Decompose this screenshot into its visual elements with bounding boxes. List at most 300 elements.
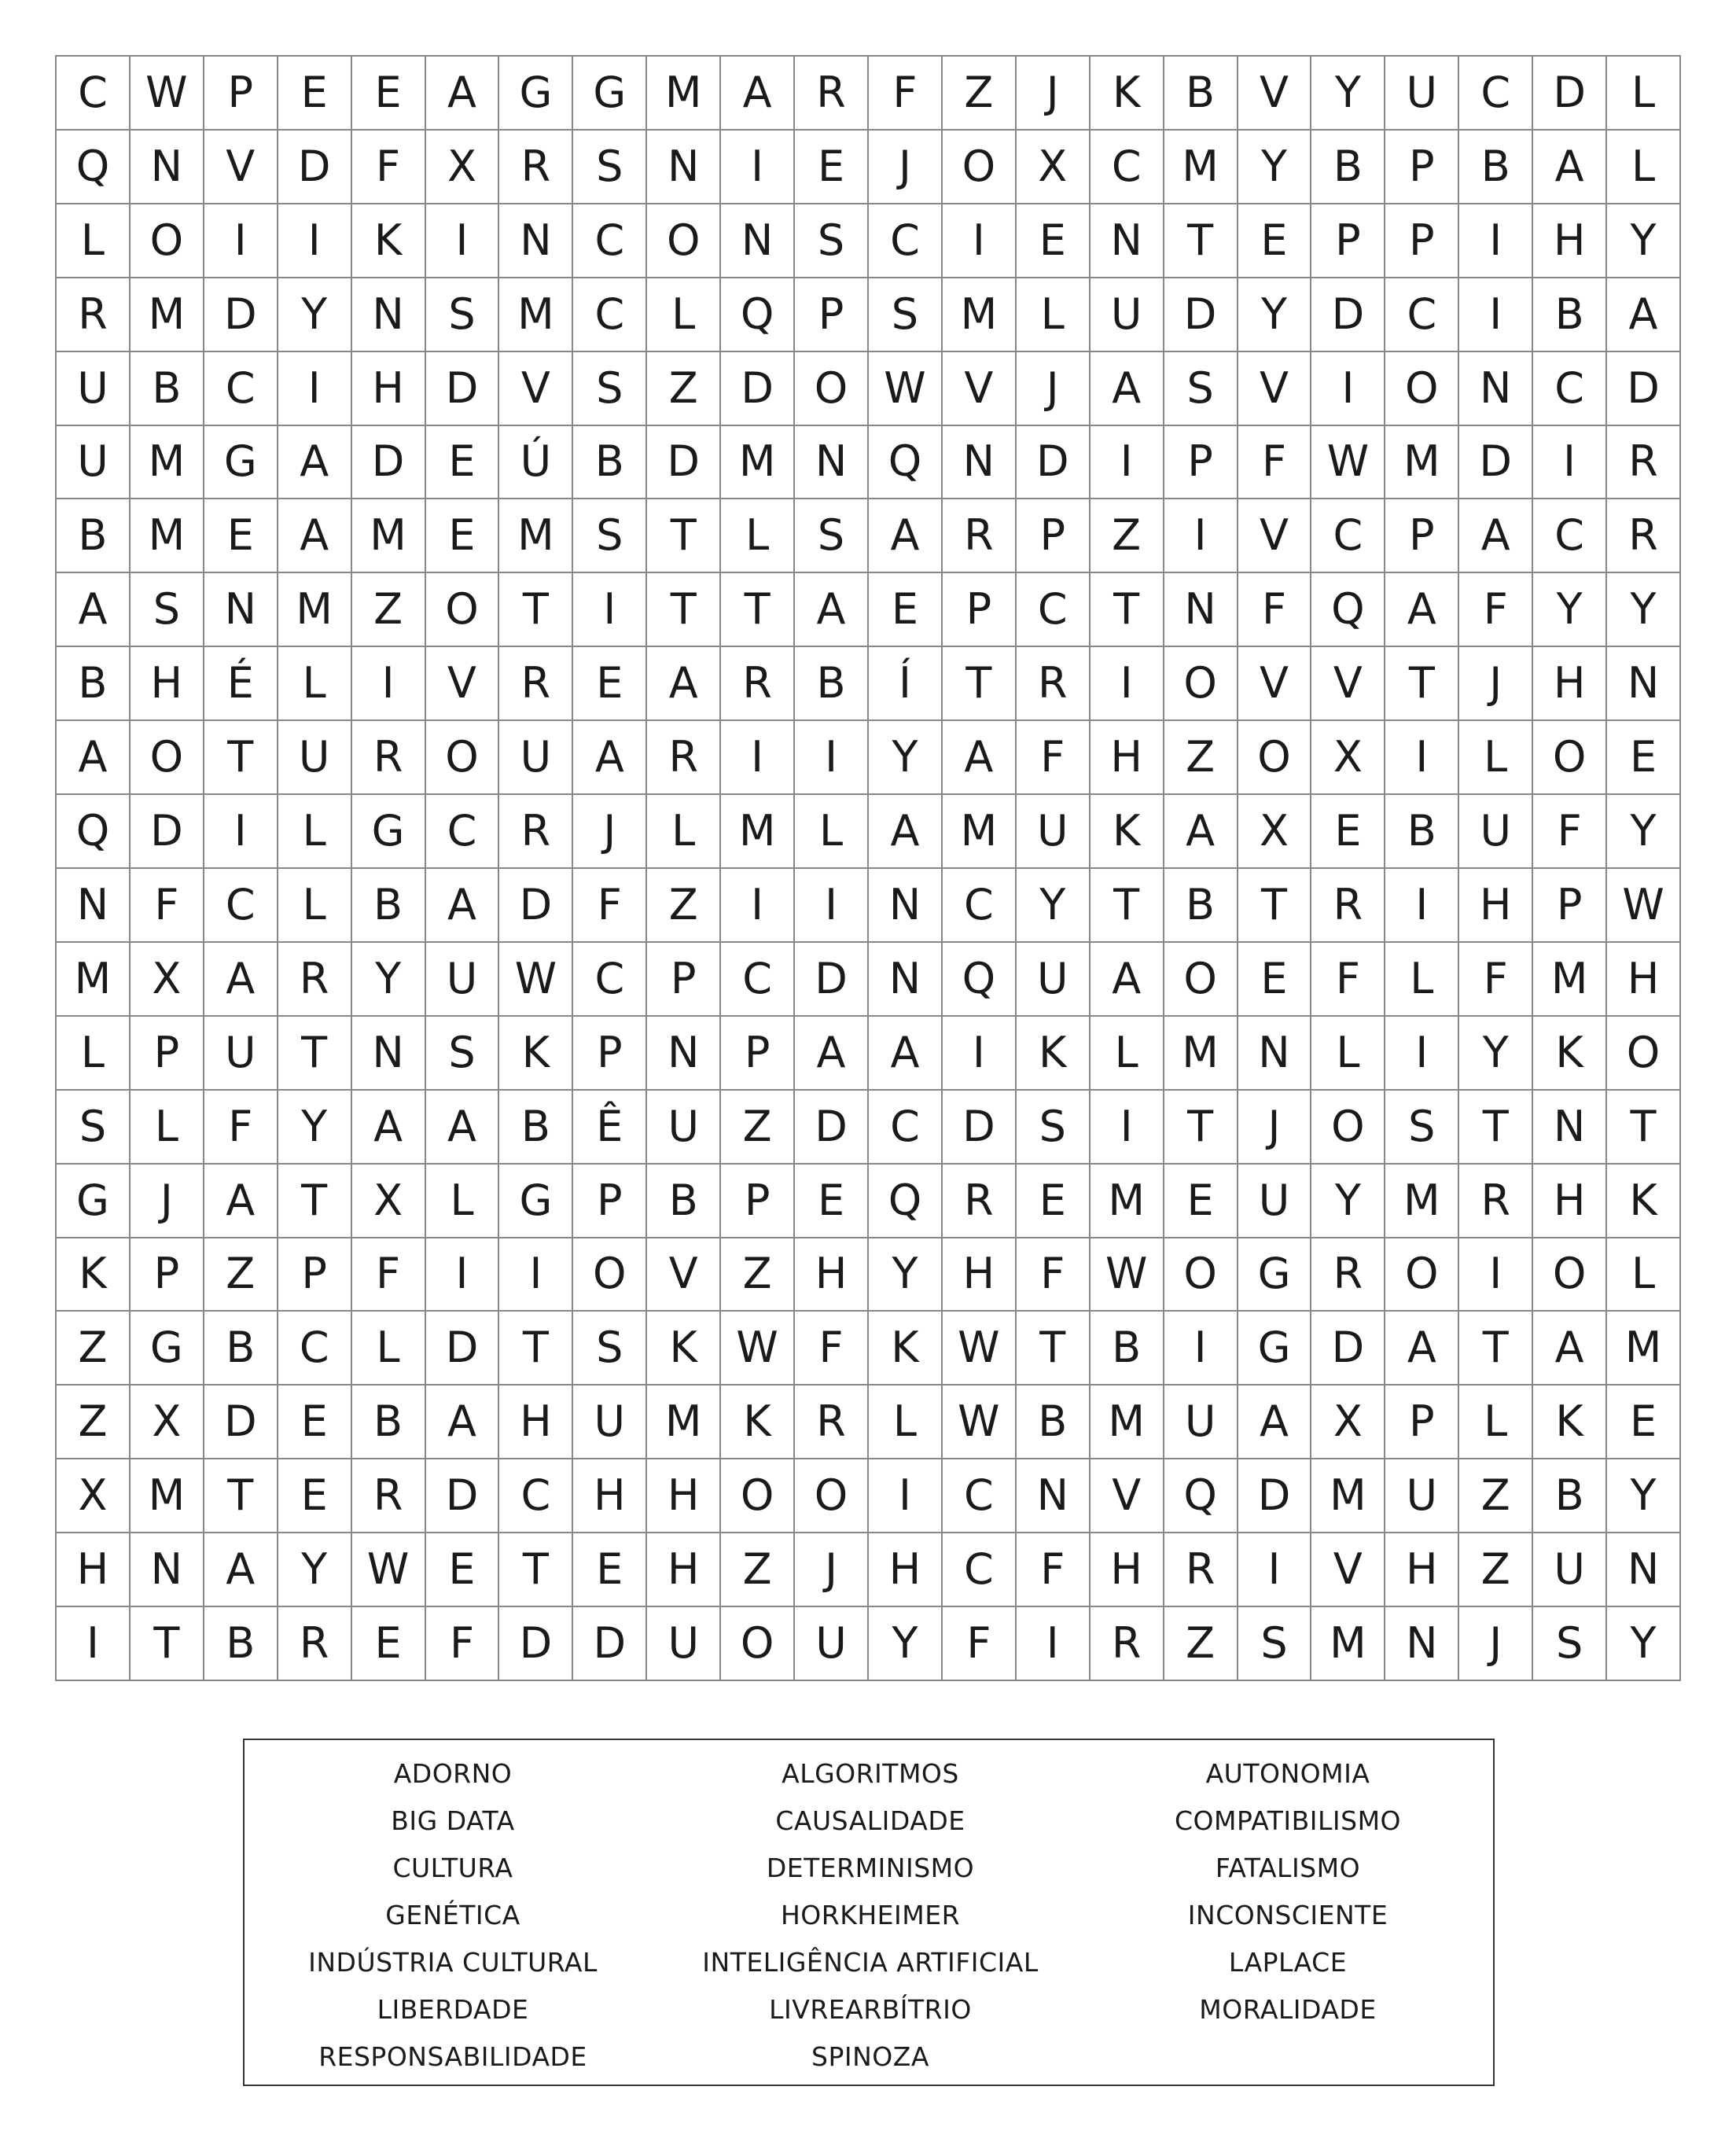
grid-cell[interactable]: M bbox=[1533, 943, 1607, 1017]
grid-cell[interactable]: T bbox=[647, 573, 721, 647]
grid-cell[interactable]: V bbox=[1238, 352, 1312, 426]
grid-cell[interactable]: M bbox=[131, 426, 204, 500]
grid-cell[interactable]: F bbox=[1017, 1238, 1091, 1312]
grid-cell[interactable]: C bbox=[1533, 499, 1607, 573]
grid-cell[interactable]: H bbox=[869, 1533, 943, 1607]
grid-cell[interactable]: C bbox=[1385, 278, 1459, 352]
grid-cell[interactable]: M bbox=[943, 795, 1017, 869]
grid-cell[interactable]: H bbox=[1607, 943, 1681, 1017]
grid-cell[interactable]: W bbox=[943, 1385, 1017, 1459]
grid-cell[interactable]: L bbox=[647, 278, 721, 352]
grid-cell[interactable]: A bbox=[795, 1017, 869, 1091]
grid-cell[interactable]: D bbox=[1017, 426, 1091, 500]
grid-cell[interactable]: T bbox=[278, 1165, 352, 1238]
grid-cell[interactable]: A bbox=[869, 499, 943, 573]
grid-cell[interactable]: I bbox=[278, 352, 352, 426]
grid-cell[interactable]: G bbox=[573, 57, 647, 131]
grid-cell[interactable]: E bbox=[1017, 1165, 1091, 1238]
grid-cell[interactable]: M bbox=[1091, 1385, 1164, 1459]
grid-cell[interactable]: A bbox=[1091, 352, 1164, 426]
grid-cell[interactable]: E bbox=[278, 57, 352, 131]
grid-cell[interactable]: M bbox=[1607, 1312, 1681, 1385]
grid-cell[interactable]: O bbox=[1164, 943, 1238, 1017]
grid-cell[interactable]: H bbox=[131, 647, 204, 721]
grid-cell[interactable]: S bbox=[1164, 352, 1238, 426]
grid-cell[interactable]: L bbox=[721, 499, 795, 573]
grid-cell[interactable]: G bbox=[204, 426, 278, 500]
grid-cell[interactable]: R bbox=[499, 131, 573, 204]
grid-cell[interactable]: B bbox=[352, 1385, 426, 1459]
grid-cell[interactable]: P bbox=[721, 1165, 795, 1238]
grid-cell[interactable]: O bbox=[573, 1238, 647, 1312]
grid-cell[interactable]: Y bbox=[278, 1091, 352, 1165]
grid-cell[interactable]: T bbox=[1459, 1312, 1533, 1385]
grid-cell[interactable]: A bbox=[1533, 1312, 1607, 1385]
grid-cell[interactable]: W bbox=[1311, 426, 1385, 500]
grid-cell[interactable]: W bbox=[943, 1312, 1017, 1385]
grid-cell[interactable]: B bbox=[204, 1312, 278, 1385]
grid-cell[interactable]: N bbox=[1238, 1017, 1312, 1091]
grid-cell[interactable]: X bbox=[352, 1165, 426, 1238]
grid-cell[interactable]: S bbox=[573, 499, 647, 573]
grid-cell[interactable]: M bbox=[1385, 426, 1459, 500]
grid-cell[interactable]: G bbox=[352, 795, 426, 869]
grid-cell[interactable]: G bbox=[131, 1312, 204, 1385]
grid-cell[interactable]: E bbox=[1311, 795, 1385, 869]
grid-cell[interactable]: T bbox=[131, 1607, 204, 1681]
grid-cell[interactable]: M bbox=[57, 943, 131, 1017]
grid-cell[interactable]: M bbox=[352, 499, 426, 573]
grid-cell[interactable]: X bbox=[131, 943, 204, 1017]
grid-cell[interactable]: I bbox=[1459, 204, 1533, 278]
grid-cell[interactable]: D bbox=[795, 943, 869, 1017]
grid-cell[interactable]: C bbox=[426, 795, 500, 869]
grid-cell[interactable]: P bbox=[573, 1165, 647, 1238]
grid-cell[interactable]: K bbox=[1091, 57, 1164, 131]
grid-cell[interactable]: X bbox=[57, 1459, 131, 1533]
grid-cell[interactable]: V bbox=[647, 1238, 721, 1312]
grid-cell[interactable]: S bbox=[1385, 1091, 1459, 1165]
grid-cell[interactable]: G bbox=[57, 1165, 131, 1238]
grid-cell[interactable]: Q bbox=[869, 1165, 943, 1238]
grid-cell[interactable]: T bbox=[1017, 1312, 1091, 1385]
grid-cell[interactable]: D bbox=[943, 1091, 1017, 1165]
grid-cell[interactable]: B bbox=[1459, 131, 1533, 204]
grid-cell[interactable]: D bbox=[204, 1385, 278, 1459]
grid-cell[interactable]: L bbox=[795, 795, 869, 869]
grid-cell[interactable]: H bbox=[647, 1533, 721, 1607]
grid-cell[interactable]: Y bbox=[1238, 278, 1312, 352]
grid-cell[interactable]: L bbox=[426, 1165, 500, 1238]
grid-cell[interactable]: D bbox=[278, 131, 352, 204]
grid-cell[interactable]: Q bbox=[1164, 1459, 1238, 1533]
grid-cell[interactable]: A bbox=[57, 721, 131, 795]
grid-cell[interactable]: H bbox=[943, 1238, 1017, 1312]
grid-cell[interactable]: D bbox=[1533, 57, 1607, 131]
grid-cell[interactable]: R bbox=[943, 499, 1017, 573]
grid-cell[interactable]: I bbox=[1459, 1238, 1533, 1312]
grid-cell[interactable]: R bbox=[278, 1607, 352, 1681]
grid-cell[interactable]: S bbox=[426, 278, 500, 352]
grid-cell[interactable]: U bbox=[795, 1607, 869, 1681]
grid-cell[interactable]: J bbox=[1017, 57, 1091, 131]
grid-cell[interactable]: C bbox=[573, 204, 647, 278]
grid-cell[interactable]: E bbox=[1238, 204, 1312, 278]
grid-cell[interactable]: V bbox=[1311, 647, 1385, 721]
grid-cell[interactable]: F bbox=[204, 1091, 278, 1165]
grid-cell[interactable]: Y bbox=[1238, 131, 1312, 204]
grid-cell[interactable]: P bbox=[278, 1238, 352, 1312]
grid-cell[interactable]: Y bbox=[1607, 795, 1681, 869]
grid-cell[interactable]: Z bbox=[1459, 1533, 1533, 1607]
grid-cell[interactable]: B bbox=[1533, 278, 1607, 352]
grid-cell[interactable]: I bbox=[1385, 721, 1459, 795]
grid-cell[interactable]: D bbox=[647, 426, 721, 500]
grid-cell[interactable]: I bbox=[1091, 426, 1164, 500]
grid-cell[interactable]: A bbox=[426, 1091, 500, 1165]
grid-cell[interactable]: D bbox=[499, 869, 573, 943]
grid-cell[interactable]: X bbox=[131, 1385, 204, 1459]
grid-cell[interactable]: I bbox=[1385, 869, 1459, 943]
grid-cell[interactable]: P bbox=[573, 1017, 647, 1091]
grid-cell[interactable]: W bbox=[721, 1312, 795, 1385]
grid-cell[interactable]: F bbox=[943, 1607, 1017, 1681]
grid-cell[interactable]: Z bbox=[647, 869, 721, 943]
grid-cell[interactable]: Y bbox=[1607, 1607, 1681, 1681]
grid-cell[interactable]: O bbox=[795, 352, 869, 426]
grid-cell[interactable]: D bbox=[426, 352, 500, 426]
grid-cell[interactable]: I bbox=[1091, 1091, 1164, 1165]
grid-cell[interactable]: H bbox=[499, 1385, 573, 1459]
grid-cell[interactable]: R bbox=[499, 795, 573, 869]
grid-cell[interactable]: F bbox=[426, 1607, 500, 1681]
grid-cell[interactable]: S bbox=[573, 352, 647, 426]
grid-cell[interactable]: Y bbox=[1017, 869, 1091, 943]
grid-cell[interactable]: I bbox=[1164, 499, 1238, 573]
grid-cell[interactable]: C bbox=[204, 352, 278, 426]
grid-cell[interactable]: I bbox=[943, 1017, 1017, 1091]
grid-cell[interactable]: A bbox=[721, 57, 795, 131]
grid-cell[interactable]: N bbox=[352, 1017, 426, 1091]
grid-cell[interactable]: B bbox=[573, 426, 647, 500]
grid-cell[interactable]: R bbox=[1091, 1607, 1164, 1681]
grid-cell[interactable]: N bbox=[721, 204, 795, 278]
grid-cell[interactable]: Y bbox=[1311, 57, 1385, 131]
grid-cell[interactable]: F bbox=[795, 1312, 869, 1385]
grid-cell[interactable]: U bbox=[426, 943, 500, 1017]
grid-cell[interactable]: B bbox=[204, 1607, 278, 1681]
grid-cell[interactable]: T bbox=[1385, 647, 1459, 721]
grid-cell[interactable]: D bbox=[1311, 1312, 1385, 1385]
grid-cell[interactable]: U bbox=[499, 721, 573, 795]
grid-cell[interactable]: A bbox=[278, 426, 352, 500]
grid-cell[interactable]: Q bbox=[57, 795, 131, 869]
grid-cell[interactable]: Ê bbox=[573, 1091, 647, 1165]
grid-cell[interactable]: E bbox=[426, 1533, 500, 1607]
grid-cell[interactable]: L bbox=[278, 647, 352, 721]
grid-cell[interactable]: Q bbox=[943, 943, 1017, 1017]
grid-cell[interactable]: I bbox=[426, 204, 500, 278]
grid-cell[interactable]: T bbox=[1164, 1091, 1238, 1165]
grid-cell[interactable]: P bbox=[131, 1238, 204, 1312]
grid-cell[interactable]: R bbox=[1607, 499, 1681, 573]
grid-cell[interactable]: N bbox=[869, 943, 943, 1017]
grid-cell[interactable]: K bbox=[647, 1312, 721, 1385]
grid-cell[interactable]: L bbox=[278, 795, 352, 869]
grid-cell[interactable]: H bbox=[1091, 1533, 1164, 1607]
grid-cell[interactable]: L bbox=[352, 1312, 426, 1385]
grid-cell[interactable]: M bbox=[1091, 1165, 1164, 1238]
grid-cell[interactable]: C bbox=[57, 57, 131, 131]
grid-cell[interactable]: E bbox=[573, 647, 647, 721]
grid-cell[interactable]: D bbox=[426, 1459, 500, 1533]
grid-cell[interactable]: Q bbox=[869, 426, 943, 500]
grid-cell[interactable]: N bbox=[1017, 1459, 1091, 1533]
grid-cell[interactable]: R bbox=[57, 278, 131, 352]
grid-cell[interactable]: R bbox=[795, 1385, 869, 1459]
grid-cell[interactable]: R bbox=[721, 647, 795, 721]
grid-cell[interactable]: A bbox=[573, 721, 647, 795]
grid-cell[interactable]: O bbox=[426, 573, 500, 647]
grid-cell[interactable]: L bbox=[647, 795, 721, 869]
grid-cell[interactable]: S bbox=[1017, 1091, 1091, 1165]
grid-cell[interactable]: J bbox=[573, 795, 647, 869]
grid-cell[interactable]: V bbox=[1238, 499, 1312, 573]
grid-cell[interactable]: Z bbox=[1459, 1459, 1533, 1533]
grid-cell[interactable]: H bbox=[1533, 204, 1607, 278]
grid-cell[interactable]: W bbox=[869, 352, 943, 426]
grid-cell[interactable]: Z bbox=[1091, 499, 1164, 573]
grid-cell[interactable]: N bbox=[1385, 1607, 1459, 1681]
grid-cell[interactable]: Z bbox=[57, 1385, 131, 1459]
grid-cell[interactable]: U bbox=[278, 721, 352, 795]
grid-cell[interactable]: A bbox=[1091, 943, 1164, 1017]
grid-cell[interactable]: C bbox=[1017, 573, 1091, 647]
grid-cell[interactable]: F bbox=[1017, 1533, 1091, 1607]
grid-cell[interactable]: R bbox=[943, 1165, 1017, 1238]
grid-cell[interactable]: E bbox=[1017, 204, 1091, 278]
grid-cell[interactable]: E bbox=[204, 499, 278, 573]
grid-cell[interactable]: N bbox=[1459, 352, 1533, 426]
grid-cell[interactable]: Y bbox=[1607, 204, 1681, 278]
grid-cell[interactable]: L bbox=[1459, 1385, 1533, 1459]
grid-cell[interactable]: E bbox=[352, 1607, 426, 1681]
grid-cell[interactable]: Y bbox=[278, 1533, 352, 1607]
grid-cell[interactable]: I bbox=[426, 1238, 500, 1312]
grid-cell[interactable]: N bbox=[1533, 1091, 1607, 1165]
grid-cell[interactable]: M bbox=[131, 1459, 204, 1533]
grid-cell[interactable]: D bbox=[1459, 426, 1533, 500]
grid-cell[interactable]: A bbox=[426, 57, 500, 131]
grid-cell[interactable]: I bbox=[573, 573, 647, 647]
grid-cell[interactable]: V bbox=[499, 352, 573, 426]
grid-cell[interactable]: F bbox=[1311, 943, 1385, 1017]
grid-cell[interactable]: W bbox=[1607, 869, 1681, 943]
grid-cell[interactable]: T bbox=[647, 499, 721, 573]
grid-cell[interactable]: S bbox=[131, 573, 204, 647]
grid-cell[interactable]: A bbox=[1164, 795, 1238, 869]
grid-cell[interactable]: B bbox=[1311, 131, 1385, 204]
grid-cell[interactable]: E bbox=[352, 57, 426, 131]
grid-cell[interactable]: R bbox=[352, 1459, 426, 1533]
grid-cell[interactable]: S bbox=[795, 204, 869, 278]
grid-cell[interactable]: G bbox=[499, 57, 573, 131]
grid-cell[interactable]: B bbox=[57, 499, 131, 573]
grid-cell[interactable]: O bbox=[647, 204, 721, 278]
grid-cell[interactable]: C bbox=[943, 1533, 1017, 1607]
grid-cell[interactable]: C bbox=[721, 943, 795, 1017]
grid-cell[interactable]: H bbox=[1533, 647, 1607, 721]
grid-cell[interactable]: Z bbox=[204, 1238, 278, 1312]
grid-cell[interactable]: U bbox=[647, 1091, 721, 1165]
grid-cell[interactable]: B bbox=[131, 352, 204, 426]
grid-cell[interactable]: J bbox=[1017, 352, 1091, 426]
grid-cell[interactable]: N bbox=[647, 1017, 721, 1091]
grid-cell[interactable]: I bbox=[795, 721, 869, 795]
grid-cell[interactable]: C bbox=[573, 278, 647, 352]
grid-cell[interactable]: A bbox=[1238, 1385, 1312, 1459]
grid-cell[interactable]: M bbox=[278, 573, 352, 647]
grid-cell[interactable]: K bbox=[1091, 795, 1164, 869]
grid-cell[interactable]: S bbox=[1533, 1607, 1607, 1681]
grid-cell[interactable]: Z bbox=[647, 352, 721, 426]
grid-cell[interactable]: T bbox=[499, 1312, 573, 1385]
grid-cell[interactable]: C bbox=[278, 1312, 352, 1385]
grid-cell[interactable]: H bbox=[647, 1459, 721, 1533]
grid-cell[interactable]: P bbox=[647, 943, 721, 1017]
grid-cell[interactable]: V bbox=[426, 647, 500, 721]
grid-cell[interactable]: E bbox=[278, 1385, 352, 1459]
grid-cell[interactable]: Z bbox=[943, 57, 1017, 131]
grid-cell[interactable]: I bbox=[1533, 426, 1607, 500]
grid-cell[interactable]: J bbox=[1238, 1091, 1312, 1165]
grid-cell[interactable]: R bbox=[1607, 426, 1681, 500]
grid-cell[interactable]: O bbox=[1164, 1238, 1238, 1312]
grid-cell[interactable]: E bbox=[1607, 1385, 1681, 1459]
grid-cell[interactable]: M bbox=[1311, 1459, 1385, 1533]
grid-cell[interactable]: A bbox=[647, 647, 721, 721]
grid-cell[interactable]: D bbox=[1607, 352, 1681, 426]
grid-cell[interactable]: W bbox=[131, 57, 204, 131]
grid-cell[interactable]: M bbox=[1385, 1165, 1459, 1238]
grid-cell[interactable]: X bbox=[1017, 131, 1091, 204]
grid-cell[interactable]: D bbox=[352, 426, 426, 500]
grid-cell[interactable]: Z bbox=[352, 573, 426, 647]
grid-cell[interactable]: U bbox=[57, 426, 131, 500]
grid-cell[interactable]: O bbox=[1533, 721, 1607, 795]
grid-cell[interactable]: S bbox=[869, 278, 943, 352]
grid-cell[interactable]: N bbox=[1607, 1533, 1681, 1607]
grid-cell[interactable]: L bbox=[1607, 57, 1681, 131]
grid-cell[interactable]: I bbox=[204, 204, 278, 278]
grid-cell[interactable]: U bbox=[647, 1607, 721, 1681]
grid-cell[interactable]: N bbox=[131, 131, 204, 204]
grid-cell[interactable]: O bbox=[1311, 1091, 1385, 1165]
grid-cell[interactable]: N bbox=[57, 869, 131, 943]
grid-cell[interactable]: B bbox=[795, 647, 869, 721]
grid-cell[interactable]: B bbox=[499, 1091, 573, 1165]
grid-cell[interactable]: A bbox=[204, 1165, 278, 1238]
grid-cell[interactable]: H bbox=[1533, 1165, 1607, 1238]
grid-cell[interactable]: N bbox=[647, 131, 721, 204]
grid-cell[interactable]: L bbox=[1017, 278, 1091, 352]
grid-cell[interactable]: V bbox=[204, 131, 278, 204]
grid-cell[interactable]: C bbox=[943, 869, 1017, 943]
grid-cell[interactable]: S bbox=[795, 499, 869, 573]
grid-cell[interactable]: F bbox=[869, 57, 943, 131]
grid-cell[interactable]: R bbox=[1459, 1165, 1533, 1238]
grid-cell[interactable]: B bbox=[1164, 57, 1238, 131]
grid-cell[interactable]: E bbox=[1607, 721, 1681, 795]
grid-cell[interactable]: R bbox=[499, 647, 573, 721]
grid-cell[interactable]: B bbox=[352, 869, 426, 943]
grid-cell[interactable]: U bbox=[1533, 1533, 1607, 1607]
grid-cell[interactable]: B bbox=[57, 647, 131, 721]
grid-cell[interactable]: U bbox=[573, 1385, 647, 1459]
grid-cell[interactable]: N bbox=[1091, 204, 1164, 278]
grid-cell[interactable]: Í bbox=[869, 647, 943, 721]
grid-cell[interactable]: R bbox=[647, 721, 721, 795]
grid-cell[interactable]: B bbox=[1385, 795, 1459, 869]
grid-cell[interactable]: A bbox=[1607, 278, 1681, 352]
grid-cell[interactable]: E bbox=[795, 1165, 869, 1238]
grid-cell[interactable]: B bbox=[647, 1165, 721, 1238]
grid-cell[interactable]: Z bbox=[57, 1312, 131, 1385]
grid-cell[interactable]: H bbox=[1091, 721, 1164, 795]
grid-cell[interactable]: É bbox=[204, 647, 278, 721]
grid-cell[interactable]: P bbox=[943, 573, 1017, 647]
grid-cell[interactable]: Y bbox=[869, 1238, 943, 1312]
grid-cell[interactable]: Y bbox=[278, 278, 352, 352]
grid-cell[interactable]: K bbox=[1017, 1017, 1091, 1091]
grid-cell[interactable]: N bbox=[131, 1533, 204, 1607]
grid-cell[interactable]: U bbox=[1017, 943, 1091, 1017]
grid-cell[interactable]: A bbox=[426, 869, 500, 943]
grid-cell[interactable]: X bbox=[1311, 721, 1385, 795]
grid-cell[interactable]: A bbox=[1385, 1312, 1459, 1385]
grid-cell[interactable]: L bbox=[869, 1385, 943, 1459]
grid-cell[interactable]: Y bbox=[1607, 1459, 1681, 1533]
grid-cell[interactable]: M bbox=[721, 426, 795, 500]
grid-cell[interactable]: E bbox=[573, 1533, 647, 1607]
grid-cell[interactable]: M bbox=[1164, 1017, 1238, 1091]
grid-cell[interactable]: A bbox=[278, 499, 352, 573]
grid-cell[interactable]: V bbox=[943, 352, 1017, 426]
grid-cell[interactable]: M bbox=[721, 795, 795, 869]
grid-cell[interactable]: Y bbox=[1311, 1165, 1385, 1238]
grid-cell[interactable]: P bbox=[1164, 426, 1238, 500]
grid-cell[interactable]: T bbox=[1238, 869, 1312, 943]
grid-cell[interactable]: I bbox=[943, 204, 1017, 278]
grid-cell[interactable]: M bbox=[1311, 1607, 1385, 1681]
grid-cell[interactable]: N bbox=[499, 204, 573, 278]
grid-cell[interactable]: X bbox=[1238, 795, 1312, 869]
grid-cell[interactable]: E bbox=[426, 499, 500, 573]
grid-cell[interactable]: W bbox=[499, 943, 573, 1017]
grid-cell[interactable]: S bbox=[426, 1017, 500, 1091]
grid-cell[interactable]: L bbox=[1385, 943, 1459, 1017]
grid-cell[interactable]: I bbox=[721, 869, 795, 943]
grid-cell[interactable]: J bbox=[1459, 1607, 1533, 1681]
grid-cell[interactable]: P bbox=[1533, 869, 1607, 943]
grid-cell[interactable]: L bbox=[1607, 1238, 1681, 1312]
grid-cell[interactable]: L bbox=[1459, 721, 1533, 795]
grid-cell[interactable]: Z bbox=[721, 1238, 795, 1312]
grid-cell[interactable]: U bbox=[1091, 278, 1164, 352]
grid-cell[interactable]: S bbox=[573, 1312, 647, 1385]
grid-cell[interactable]: N bbox=[795, 426, 869, 500]
grid-cell[interactable]: C bbox=[943, 1459, 1017, 1533]
